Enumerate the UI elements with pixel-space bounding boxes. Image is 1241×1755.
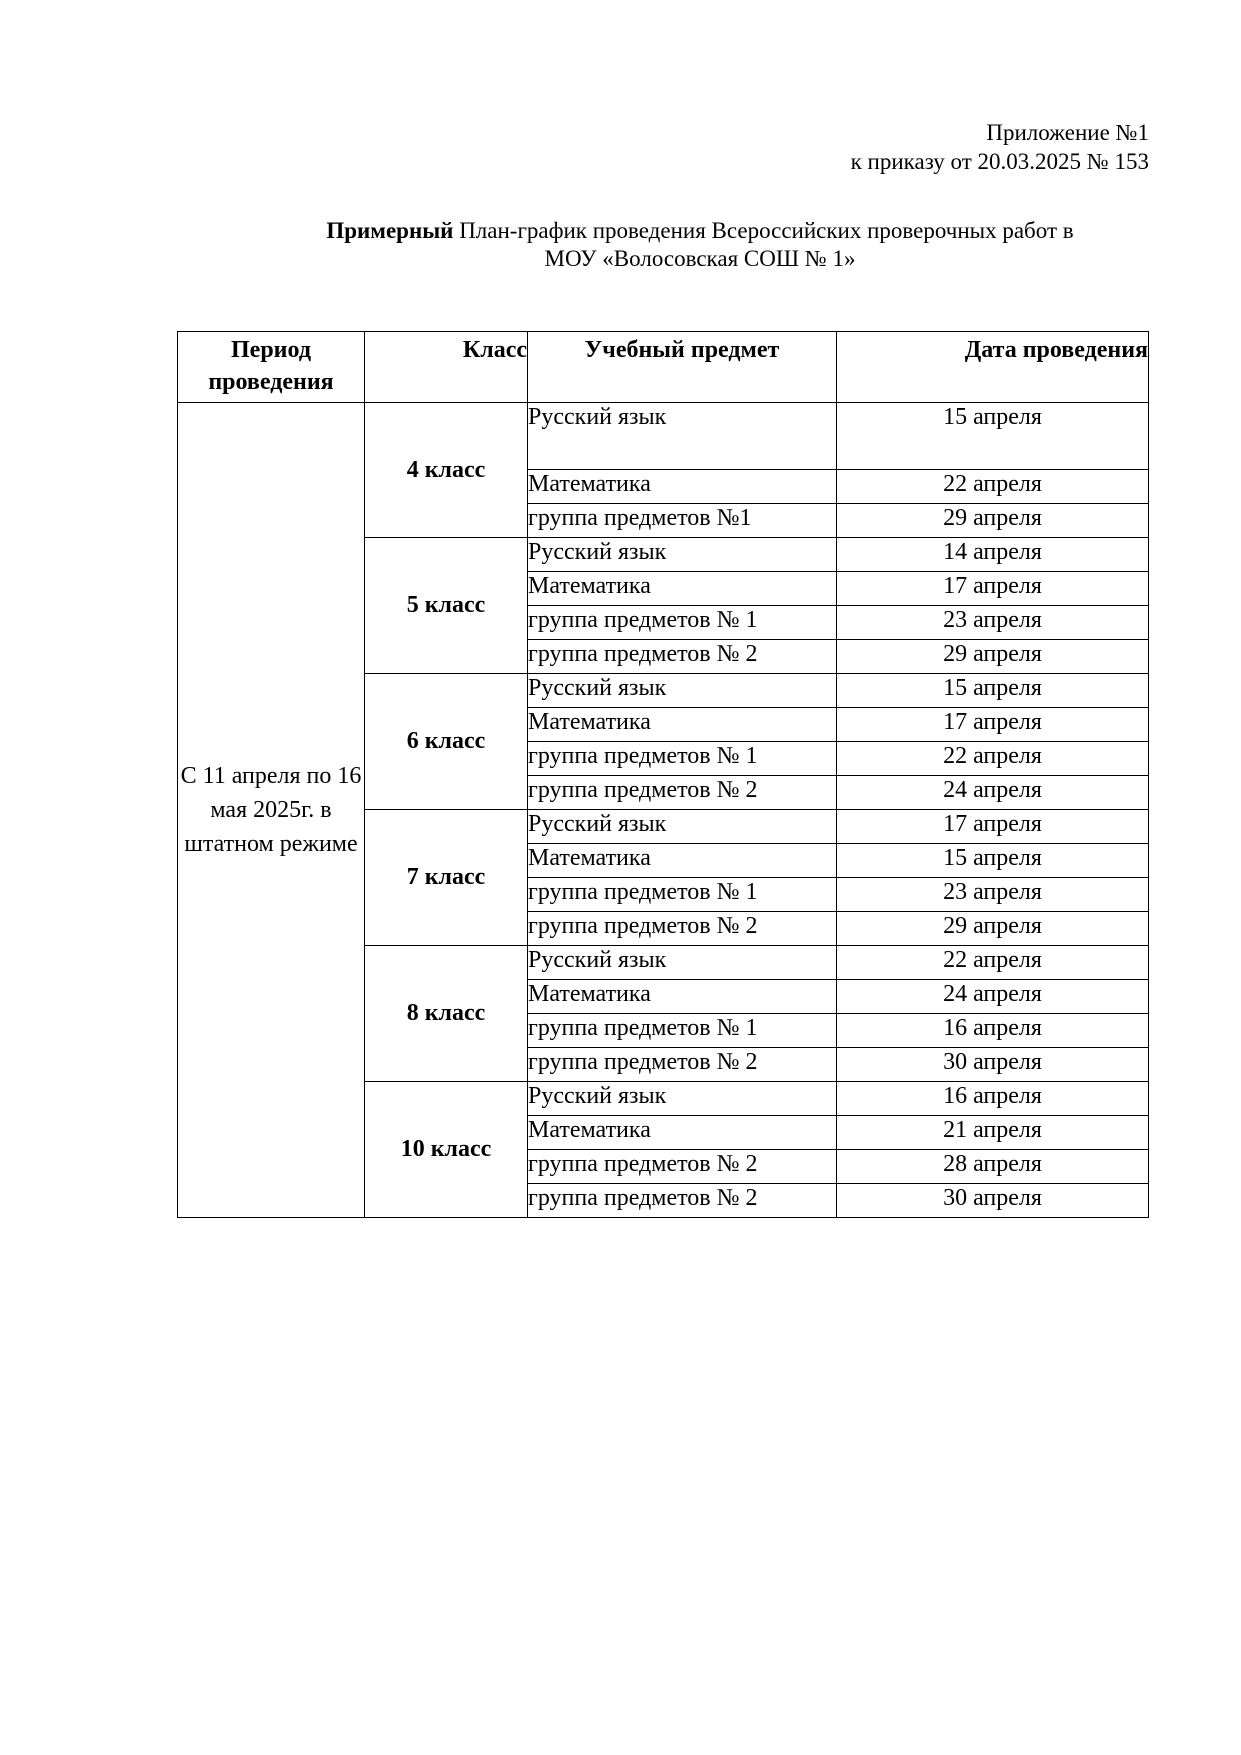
date-cell: 23 апреля: [837, 606, 1149, 640]
date-cell: 29 апреля: [837, 912, 1149, 946]
subject-cell: Математика: [528, 572, 837, 606]
subject-cell: Русский язык: [528, 674, 837, 708]
date-cell: 29 апреля: [837, 640, 1149, 674]
table-header-row: [178, 332, 1149, 403]
subject-cell: Русский язык: [528, 946, 837, 980]
class-cell: 10 класс: [365, 1082, 528, 1218]
class-cell: 8 класс: [365, 946, 528, 1082]
schedule-body: [178, 403, 1149, 1218]
subject-cell: группа предметов № 2: [528, 776, 837, 810]
date-cell: 15 апреля: [837, 674, 1149, 708]
date-cell: 17 апреля: [837, 708, 1149, 742]
date-cell: 14 апреля: [837, 538, 1149, 572]
header-date: Дата проведения: [837, 332, 1149, 403]
date-cell: 28 апреля: [837, 1150, 1149, 1184]
title-line-2: МОУ «Волосовская СОШ № 1»: [544, 246, 856, 271]
date-cell: 30 апреля: [837, 1184, 1149, 1218]
schedule-table: [177, 331, 1149, 1218]
date-cell: 22 апреля: [837, 946, 1149, 980]
date-cell: 16 апреля: [837, 1082, 1149, 1116]
date-cell: 17 апреля: [837, 572, 1149, 606]
date-cell: 15 апреля: [837, 403, 1149, 470]
date-cell: 23 апреля: [837, 878, 1149, 912]
date-cell: 24 апреля: [837, 776, 1149, 810]
subject-cell: Математика: [528, 844, 837, 878]
appendix-line-1: Приложение №1: [986, 120, 1149, 145]
class-cell: 6 класс: [365, 674, 528, 810]
period-cell: С 11 апреля по 16 мая 2025г. в штатном режиме: [178, 403, 365, 1218]
subject-cell: Математика: [528, 708, 837, 742]
subject-cell: Математика: [528, 1116, 837, 1150]
subject-cell: группа предметов № 1: [528, 878, 837, 912]
date-cell: 24 апреля: [837, 980, 1149, 1014]
class-cell: 7 класс: [365, 810, 528, 946]
date-cell: 22 апреля: [837, 742, 1149, 776]
title-rest: План-график проведения Всероссийских проверочных работ в: [453, 218, 1074, 243]
subject-cell: группа предметов № 2: [528, 1048, 837, 1082]
date-cell: 15 апреля: [837, 844, 1149, 878]
date-cell: 17 апреля: [837, 810, 1149, 844]
document-title: [295, 217, 1105, 273]
date-cell: 21 апреля: [837, 1116, 1149, 1150]
header-period: Период проведения: [178, 332, 365, 403]
header-subject: Учебный предмет: [528, 332, 837, 403]
table-row: [178, 403, 1149, 470]
subject-cell: группа предметов № 2: [528, 912, 837, 946]
subject-cell: группа предметов № 2: [528, 1184, 837, 1218]
subject-cell: группа предметов № 1: [528, 742, 837, 776]
subject-cell: группа предметов № 2: [528, 640, 837, 674]
subject-cell: Русский язык: [528, 538, 837, 572]
subject-cell: группа предметов № 2: [528, 1150, 837, 1184]
date-cell: 16 апреля: [837, 1014, 1149, 1048]
class-cell: 5 класс: [365, 538, 528, 674]
subject-cell: группа предметов № 1: [528, 1014, 837, 1048]
header-class: Класс: [365, 332, 528, 403]
date-cell: 30 апреля: [837, 1048, 1149, 1082]
appendix-note: [851, 118, 1149, 176]
subject-cell: Русский язык: [528, 1082, 837, 1116]
subject-cell: группа предметов № 1: [528, 606, 837, 640]
subject-cell: группа предметов №1: [528, 504, 837, 538]
appendix-line-2: к приказу от 20.03.2025 № 153: [850, 149, 1149, 174]
subject-cell: Русский язык: [528, 810, 837, 844]
subject-cell: Математика: [528, 980, 837, 1014]
subject-cell: Русский язык: [528, 403, 837, 470]
class-cell: 4 класс: [365, 403, 528, 538]
date-cell: 29 апреля: [837, 504, 1149, 538]
subject-cell: Математика: [528, 470, 837, 504]
title-bold: Примерный: [326, 218, 454, 243]
date-cell: 22 апреля: [837, 470, 1149, 504]
